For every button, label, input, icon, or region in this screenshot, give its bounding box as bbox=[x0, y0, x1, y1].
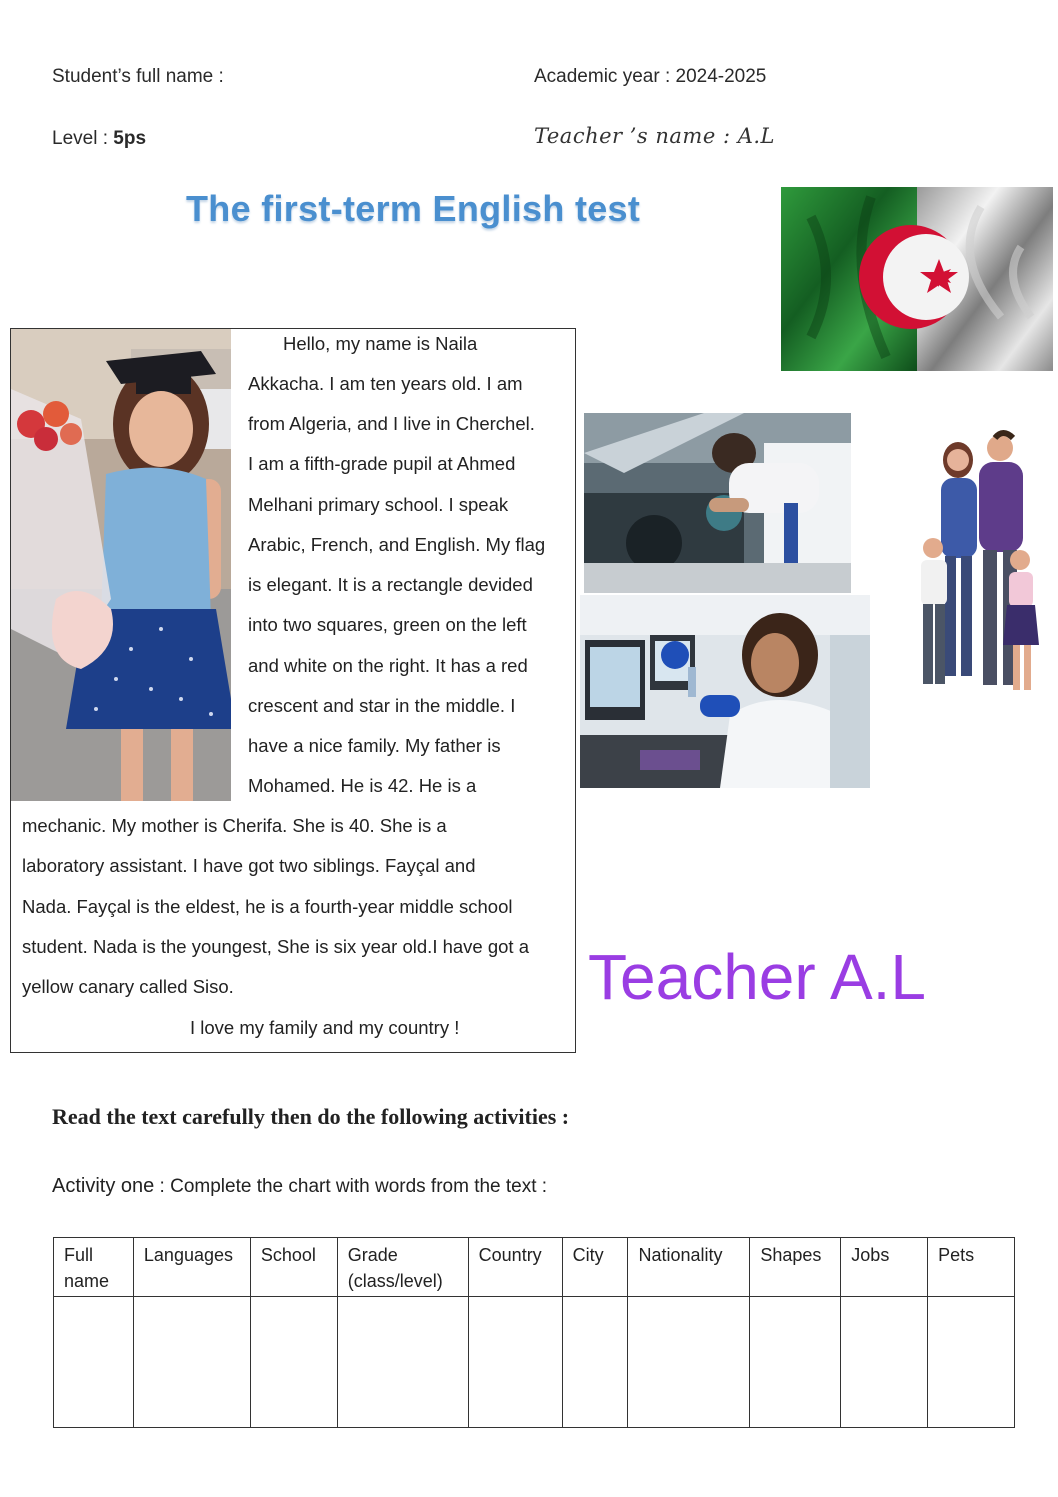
reading-line: Mohamed. He is 42. He is a bbox=[248, 775, 477, 796]
reading-line: Hello, my name is Naila bbox=[283, 333, 478, 354]
reading-line: Arabic, French, and English. My flag bbox=[248, 534, 546, 555]
reading-closing-line: I love my family and my country ! bbox=[190, 1017, 460, 1038]
reading-line: student. Nada is the youngest, She is six year old.I have got a bbox=[22, 936, 529, 957]
reading-line: laboratory assistant. I have got two siblings. Fayçal and bbox=[22, 855, 476, 876]
answer-cell-grade[interactable] bbox=[337, 1297, 468, 1428]
column-header: Languages bbox=[133, 1238, 250, 1297]
reading-line: Akkacha. I am ten years old. I am bbox=[248, 373, 523, 394]
reading-line: is elegant. It is a rectangle devided bbox=[248, 574, 533, 595]
column-header: Grade (class/level) bbox=[337, 1238, 468, 1297]
answer-cell-shapes[interactable] bbox=[750, 1297, 841, 1428]
reading-line: from Algeria, and I live in Cherchel. bbox=[248, 413, 535, 434]
reading-line: yellow canary called Siso. bbox=[22, 976, 234, 997]
table-header-row bbox=[54, 1238, 1015, 1297]
student-name-label: Student’s full name : bbox=[52, 66, 224, 87]
activity-one-text: : Complete the chart with words from the text : bbox=[154, 1176, 548, 1197]
answer-cell-full-name[interactable] bbox=[54, 1297, 134, 1428]
laboratory-photo bbox=[580, 595, 870, 788]
column-header: Jobs bbox=[841, 1238, 928, 1297]
reading-line: I am a fifth-grade pupil at Ahmed bbox=[248, 453, 516, 474]
column-header: City bbox=[562, 1238, 628, 1297]
answer-cell-languages[interactable] bbox=[133, 1297, 250, 1428]
column-header: School bbox=[250, 1238, 337, 1297]
algeria-flag-image bbox=[781, 187, 1053, 371]
column-header: Full name bbox=[54, 1238, 134, 1297]
teacher-watermark: Teacher A.L bbox=[588, 941, 926, 1013]
level-label bbox=[52, 128, 146, 150]
answer-cell-country[interactable] bbox=[468, 1297, 562, 1428]
activity-one-instruction bbox=[52, 1175, 547, 1198]
reading-line: have a nice family. My father is bbox=[248, 735, 501, 756]
student-photo bbox=[11, 329, 231, 801]
mechanic-photo bbox=[584, 413, 851, 593]
family-illustration bbox=[915, 430, 1045, 700]
column-header: Country bbox=[468, 1238, 562, 1297]
answer-cell-nationality[interactable] bbox=[628, 1297, 750, 1428]
level-value: 5ps bbox=[113, 128, 147, 149]
table-row bbox=[54, 1297, 1015, 1428]
answer-cell-school[interactable] bbox=[250, 1297, 337, 1428]
level-label-text: Level : bbox=[52, 128, 114, 149]
instructions-heading: Read the text carefully then do the following activities : bbox=[52, 1104, 570, 1129]
page-title: The first-term English test bbox=[186, 188, 641, 229]
column-header: Nationality bbox=[628, 1238, 750, 1297]
reading-line: and white on the right. It has a red bbox=[248, 655, 528, 676]
reading-line: mechanic. My mother is Cherifa. She is 40. She is a bbox=[22, 815, 447, 836]
teacher-name-label: Teacher ’s name : A.L bbox=[534, 124, 775, 148]
column-header: Pets bbox=[928, 1238, 1015, 1297]
activity-one-label: Activity one bbox=[52, 1175, 155, 1197]
answer-cell-jobs[interactable] bbox=[841, 1297, 928, 1428]
reading-line: crescent and star in the middle. I bbox=[248, 695, 516, 716]
reading-line: into two squares, green on the left bbox=[248, 614, 527, 635]
reading-line: Nada. Fayçal is the eldest, he is a fourth-year middle school bbox=[22, 896, 513, 917]
activity-chart-table bbox=[53, 1237, 1015, 1428]
answer-cell-pets[interactable] bbox=[928, 1297, 1015, 1428]
answer-cell-city[interactable] bbox=[562, 1297, 628, 1428]
reading-line: Melhani primary school. I speak bbox=[248, 494, 509, 515]
academic-year-label: Academic year : 2024-2025 bbox=[534, 66, 767, 87]
column-header: Shapes bbox=[750, 1238, 841, 1297]
